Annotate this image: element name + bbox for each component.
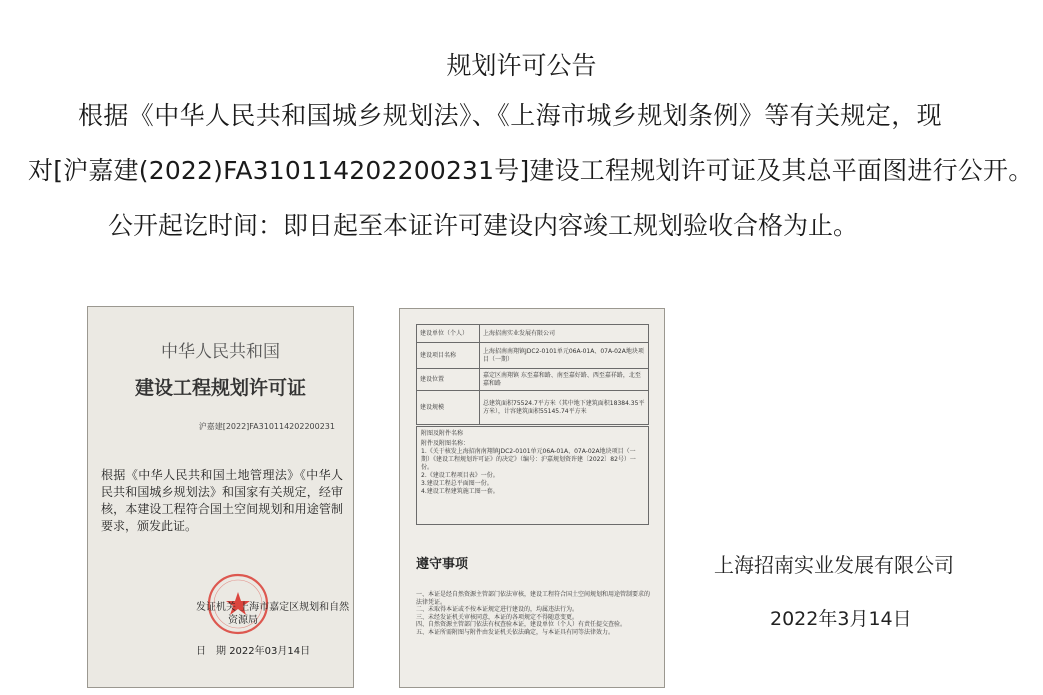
notice-paragraph-2: 对[沪嘉建(2022)FA310114202200231号]建设工程规划许可证及其总平面图进行公开。 bbox=[28, 156, 1034, 185]
row-label: 建设项目名称 bbox=[417, 343, 480, 369]
date-value: 2022年03月14日 bbox=[229, 646, 311, 657]
company-name: 上海招南实业发展有限公司 bbox=[714, 553, 954, 577]
notice-title: 规划许可公告 bbox=[446, 51, 597, 80]
notice-paragraph-1: 根据《中华人民共和国城乡规划法》、《上海市城乡规划条例》等有关规定，现 bbox=[78, 101, 943, 130]
certificate-country: 中华人民共和国 bbox=[161, 342, 280, 362]
row-value: 嘉定区南翔镇 东至嘉和路、南至嘉好路、西至嘉祥路，北至嘉和路 bbox=[480, 369, 649, 391]
list-item: 五、本证所需附图与附件由发证机关依法确定，与本证具有同等法律效力。 bbox=[416, 628, 615, 636]
obey-list bbox=[416, 591, 654, 636]
issuer-name-line2: 资源局 bbox=[228, 615, 258, 626]
list-item: 2.《建设工程项目表》一份。 bbox=[421, 472, 499, 479]
row-label: 建设单位（个人） bbox=[417, 325, 480, 343]
certificate-body: 根据《中华人民共和国土地管理法》《中华人民共和国城乡规划法》和国家有关规定，经审核，本建设工程符合国土空间规划和用途管制要求，颁发此证。 bbox=[101, 468, 343, 533]
certificate-number: 沪嘉建[2022]FA310114202200231 bbox=[198, 422, 335, 431]
project-info-table bbox=[416, 324, 649, 425]
permit-certificate-details bbox=[399, 308, 665, 688]
list-item: 1.《关于核发上海招南南翔镇JDC2-0101单元06A-01A、07A-02A地块项目（一期）《建设工程规划许可证》的决定》（编号：沪嘉规划资许建〔2022〕82号）一份。 bbox=[421, 448, 636, 471]
notice-paragraph-3: 公开起讫时间：即日起至本证许可建设内容竣工规划验收合格为止。 bbox=[108, 211, 859, 240]
row-value: 上海招南实业发展有限公司 bbox=[480, 325, 649, 343]
certificate-issuer bbox=[196, 601, 356, 627]
table-row bbox=[417, 343, 649, 369]
list-item: 二、未取得本证或不按本证规定进行建设的，均属违法行为。 bbox=[416, 606, 579, 613]
certificate-title: 建设工程规划许可证 bbox=[134, 377, 306, 399]
table-row bbox=[417, 391, 649, 425]
list-item: 四、自然资源主管部门依法有权查验本证，建设单位（个人）有责任提交查验。 bbox=[416, 621, 627, 628]
list-item: 4.建设工程建筑施工图一套。 bbox=[421, 488, 499, 495]
row-label: 建设位置 bbox=[417, 369, 480, 391]
table-row bbox=[417, 369, 649, 391]
table-row bbox=[417, 325, 649, 343]
row-value: 总建筑面积75524.7平方米（其中地下建筑面积18384.35平方米），计容建筑面积55145.74平方米 bbox=[480, 391, 649, 425]
date-label: 日 期 bbox=[196, 646, 226, 657]
attachments-title: 附图及附件名称 bbox=[421, 430, 464, 437]
row-label: 建设规模 bbox=[417, 391, 480, 425]
obey-title: 遵守事项 bbox=[416, 557, 469, 572]
list-item: 一、本证是经自然资源主管部门依法审核，建设工程符合国土空间规划和用途管制要求的法律凭证。 bbox=[416, 591, 651, 606]
attachments-box bbox=[416, 426, 649, 525]
issue-date: 2022年3月14日 bbox=[770, 608, 912, 630]
permit-certificate-cover bbox=[87, 306, 354, 688]
list-item: 附件及附图名称： bbox=[421, 440, 470, 447]
row-value: 上海招南南翔镇JDC2-0101单元06A-01A、07A-02A地块项目（一期） bbox=[480, 343, 649, 369]
certificate-date bbox=[196, 642, 310, 657]
list-item: 3.建设工程总平面图一份。 bbox=[421, 480, 493, 487]
issuer-label: 发证机关 bbox=[196, 602, 236, 613]
issuer-name-line1: 上海市嘉定区规划和自然 bbox=[239, 602, 350, 613]
list-item: 三、未经发证机关审核同意，本证的各项规定不得随意变更。 bbox=[416, 613, 579, 621]
